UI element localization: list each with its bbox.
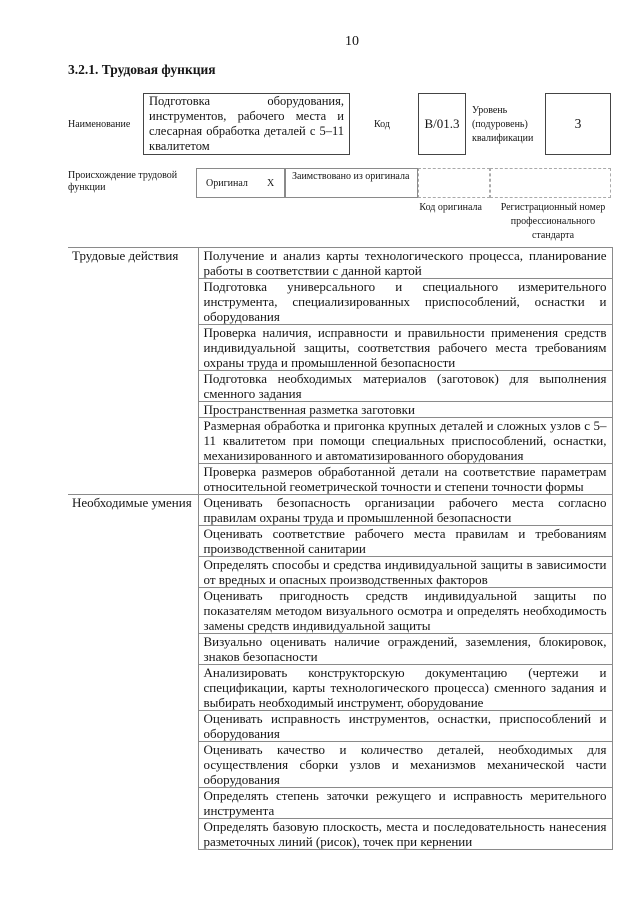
qualification-level-label: Уровень (подуровень) квалификации: [472, 105, 534, 144]
table-cell: Оценивать безопасность организации рабочего места согласно правилам охраны труда и промышленной безопасности: [198, 495, 612, 526]
table-cell: Проверка наличия, исправности и правильности применения средств индивидуальной защиты, соответствия рабочего места требованиям охраны труда и промышленной безопасности: [198, 325, 612, 371]
table-cell: Оценивать исправность инструментов, оснастки, приспособлений и оборудования: [198, 711, 612, 742]
name-label: Наименование: [68, 119, 131, 130]
code-value: B/01.3: [418, 93, 466, 155]
origin-label: Происхождение трудовой функции: [68, 170, 178, 193]
table-row: [68, 495, 612, 526]
table-cell: Визуально оценивать наличие ограждений, заземления, блокировок, знаков безопасности: [198, 634, 612, 665]
table-row: [68, 248, 612, 279]
function-table: [68, 247, 613, 850]
table-cell: Подготовка необходимых материалов (заготовок) для выполнения сменного задания: [198, 371, 612, 402]
table-cell: Определять способы и средства индивидуальной защиты в зависимости от вредных и опасных производственных факторов: [198, 557, 612, 588]
table-cell: Оценивать пригодность средств индивидуальной защиты по показателям методом визуального осмотра и определять необходимость замены средств индивидуальной защиты: [198, 588, 612, 634]
table-cell: Анализировать конструкторскую документацию (чертежи и спецификации, карты технологического процесса) сменного задания и выбирать необходимый инструмент, оборудование: [198, 665, 612, 711]
table-cell: Получение и анализ карты технологического процесса, планирование работы в соответствии с данной картой: [198, 248, 612, 279]
table-cell: Определять степень заточки режущего и исправность мерительного инструмента: [198, 788, 612, 819]
original-mark: X: [267, 178, 275, 189]
table-cell: Проверка размеров обработанной детали на соответствие параметрам относительной геометрической точности и степени точности формы: [198, 464, 612, 495]
section-heading: 3.2.1. Трудовая функция: [68, 62, 216, 77]
table-cell: Пространственная разметка заготовки: [198, 402, 612, 418]
reg-number-box: [490, 168, 611, 198]
table-cell: Оценивать соответствие рабочего места правилам и требованиям производственной санитарии: [198, 526, 612, 557]
origin-code-box: [418, 168, 490, 198]
table-cell: Определять базовую плоскость, места и последовательность нанесения разметочных линий (рисок), точек при кернении: [198, 819, 612, 850]
code-label: Код: [374, 119, 390, 130]
borrowed-label: Заимствовано из оригинала: [285, 168, 418, 198]
original-box: [196, 168, 285, 198]
qualification-level-value: 3: [545, 93, 611, 155]
reg-number-label: Регистрационный номер профессионального стандарта: [500, 202, 606, 241]
original-label: Оригинал: [206, 178, 248, 189]
row-label-labor-actions: Трудовые действия: [68, 248, 198, 495]
table-cell: Размерная обработка и пригонка крупных деталей и сложных узлов с 5–11 квалитетом при помощи специальных приспособлений, оснастки, механизированного и автоматизированного оборудования: [198, 418, 612, 464]
row-label-required-skills: Необходимые умения: [68, 495, 198, 850]
page-number: 10: [345, 34, 359, 49]
name-value: Подготовка оборудования, инструментов, рабочего места и слесарная обработка деталей с 5–11 квалитетом: [143, 93, 350, 155]
table-cell: Подготовка универсального и специального измерительного инструмента, специализированных приспособлений, оснастки и оборудования: [198, 279, 612, 325]
origin-code-label: Код оригинала: [419, 202, 482, 213]
table-cell: Оценивать качество и количество деталей, необходимых для осуществления сборки узлов и механизмов механической части оборудования: [198, 742, 612, 788]
